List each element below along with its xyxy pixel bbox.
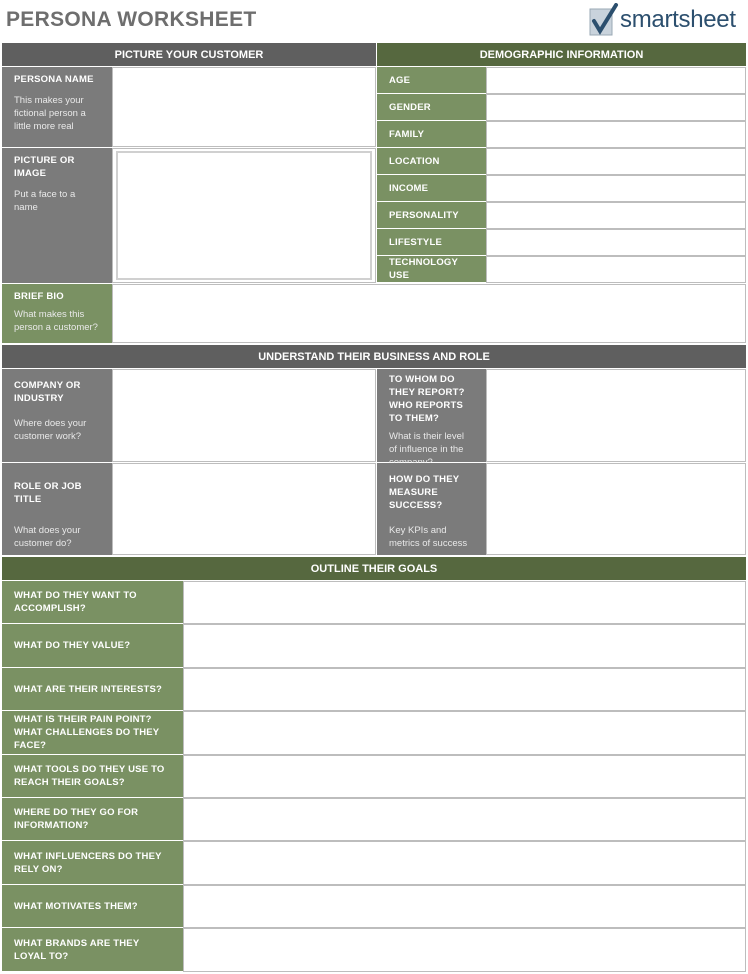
company-field[interactable] [112, 369, 376, 462]
goal-field[interactable] [183, 885, 746, 928]
demographic-label: PERSONALITY [377, 202, 486, 228]
goal-label: WHERE DO THEY GO FOR INFORMATION? [2, 798, 183, 840]
report-title: TO WHOM DO THEY REPORT? WHO REPORTS TO THEM? [389, 374, 465, 424]
role-field[interactable] [112, 463, 376, 555]
picture-label [2, 148, 112, 283]
demographic-label: FAMILY [377, 121, 486, 147]
goal-field[interactable] [183, 755, 746, 798]
measure-field[interactable] [486, 463, 746, 555]
report-label [377, 369, 486, 462]
role-label [2, 463, 112, 555]
picture-title: PICTURE OR IMAGE [14, 155, 75, 179]
demographic-label: TECHNOLOGY USE [377, 256, 486, 282]
demographic-field[interactable] [486, 67, 746, 94]
demographic-field[interactable] [486, 121, 746, 148]
company-title: COMPANY OR INDUSTRY [14, 380, 81, 404]
picture-field[interactable] [112, 148, 376, 283]
company-label [2, 369, 112, 462]
goal-label: WHAT BRANDS ARE THEY LOYAL TO? [2, 928, 183, 971]
brief-bio-title: BRIEF BIO [14, 291, 64, 302]
section-header-business: UNDERSTAND THEIR BUSINESS AND ROLE [2, 345, 746, 368]
goal-field[interactable] [183, 928, 746, 972]
report-hint: What is their level of influence in the [389, 431, 464, 455]
demographic-field[interactable] [486, 256, 746, 283]
role-hint: What does your customer do? [14, 525, 81, 549]
brief-bio-label [2, 284, 112, 343]
demographic-label: GENDER [377, 94, 486, 120]
brief-bio-field[interactable] [112, 284, 746, 343]
goal-label: WHAT MOTIVATES THEM? [2, 885, 183, 927]
page-title: PERSONA WORKSHEET [6, 8, 257, 31]
persona-name-hint: This makes your fictional person a little more real [14, 95, 86, 132]
persona-name-title: PERSONA NAME [14, 74, 94, 85]
smartsheet-logo [588, 3, 746, 39]
demographic-label: AGE [377, 67, 486, 93]
measure-title: HOW DO THEY MEASURE SUCCESS? [389, 474, 460, 511]
demographic-field[interactable] [486, 175, 746, 202]
company-hint: Where does your customer work? [14, 418, 87, 442]
measure-label [377, 463, 486, 555]
persona-name-label [2, 67, 112, 147]
demographic-label: INCOME [377, 175, 486, 201]
section-header-goals: OUTLINE THEIR GOALS [2, 557, 746, 580]
role-title: ROLE OR JOB TITLE [14, 481, 82, 505]
goal-field[interactable] [183, 668, 746, 711]
demographic-label: LOCATION [377, 148, 486, 174]
picture-hint: Put a face to a name [14, 189, 76, 213]
goal-label: WHAT TOOLS DO THEY USE TO REACH THEIR GOALS? [2, 755, 183, 797]
goal-label: WHAT DO THEY WANT TO ACCOMPLISH? [2, 581, 183, 623]
brief-bio-hint: What makes this person a customer? [14, 309, 98, 333]
section-header-demographic: DEMOGRAPHIC INFORMATION [377, 43, 746, 66]
image-frame [116, 151, 372, 280]
goal-label: WHAT DO THEY VALUE? [2, 624, 183, 667]
demographic-field[interactable] [486, 94, 746, 121]
goal-field[interactable] [183, 798, 746, 841]
brand-name: smartsheet [620, 6, 736, 33]
goal-field[interactable] [183, 581, 746, 624]
demographic-field[interactable] [486, 229, 746, 256]
checkmark-icon [588, 3, 620, 39]
goal-field[interactable] [183, 711, 746, 755]
measure-hint: Key KPIs and metrics of success [389, 525, 468, 549]
demographic-field[interactable] [486, 202, 746, 229]
goal-label: WHAT INFLUENCERS DO THEY RELY ON? [2, 841, 183, 884]
section-header-picture: PICTURE YOUR CUSTOMER [2, 43, 376, 66]
goal-label: WHAT IS THEIR PAIN POINT? WHAT CHALLENGES DO THEY FACE? [2, 711, 183, 754]
report-field[interactable] [486, 369, 746, 462]
goal-field[interactable] [183, 624, 746, 668]
demographic-label: LIFESTYLE [377, 229, 486, 255]
goal-field[interactable] [183, 841, 746, 885]
goal-label: WHAT ARE THEIR INTERESTS? [2, 668, 183, 710]
persona-name-field[interactable] [112, 67, 376, 147]
demographic-field[interactable] [486, 148, 746, 175]
